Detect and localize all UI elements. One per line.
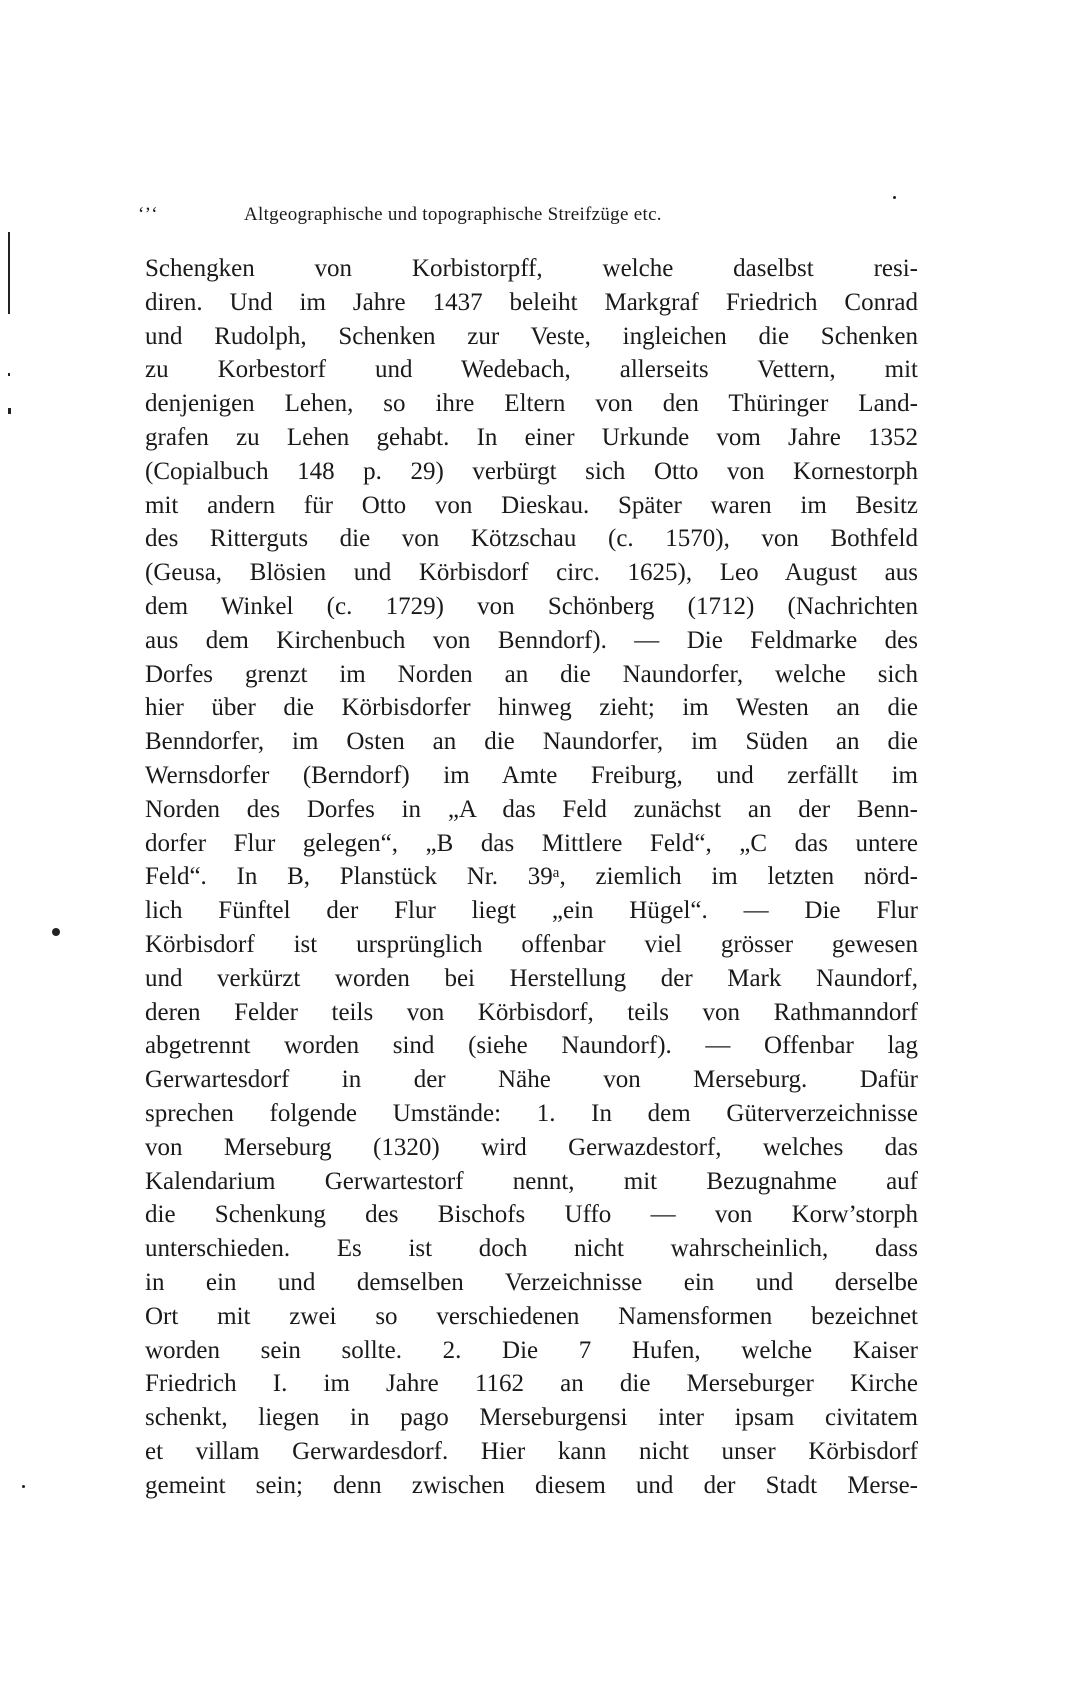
text-line: Schengken von Korbistorpff, welche daselbst resi- <box>145 255 918 282</box>
text-line: aus dem Kirchenbuch von Benndorf). — Die Feldmarke des <box>145 626 918 654</box>
body-paragraph <box>145 252 918 1502</box>
text-line: gemeint sein; denn zwischen diesem und der Stadt Merse- <box>145 1471 918 1499</box>
text-line: und Rudolph, Schenken zur Veste, ingleichen die Schenken <box>145 322 918 350</box>
text-line: von Merseburg (1320) wird Gerwazdestorf, welches das <box>145 1133 918 1161</box>
text-line: Friedrich I. im Jahre 1162 an die Merseburger Kirche <box>145 1370 918 1398</box>
text-line: Norden des Dorfes in „A das Feld zunächst an der Benn- <box>145 795 918 823</box>
margin-ink-dot <box>893 196 896 199</box>
margin-scan-mark <box>8 408 11 414</box>
margin-scan-mark <box>8 232 10 314</box>
text-line: (Geusa, Blösien und Körbisdorf circ. 1625), Leo August aus <box>145 559 918 587</box>
text-line: Körbisdorf ist ursprünglich offenbar viel grösser gewesen <box>145 930 918 958</box>
text-line: Dorfes grenzt im Norden an die Naundorfer, welche sich <box>145 660 918 688</box>
text-line: Kalendarium Gerwartestorf nennt, mit Bezugnahme auf <box>145 1167 918 1195</box>
running-head-title: Altgeographische und topographische Streifzüge etc. <box>244 204 662 225</box>
text-line: diren. Und im Jahre 1437 beleiht Markgraf Friedrich Conrad <box>145 288 918 316</box>
text-line: mit andern für Otto von Dieskau. Später waren im Besitz <box>145 491 918 519</box>
text-line: abgetrennt worden sind (siehe Naundorf). — Offenbar lag <box>145 1032 918 1060</box>
text-line: schenkt, liegen in pago Merseburgensi inter ipsam civitatem <box>145 1404 918 1432</box>
text-line: dorfer Flur gelegen“, „B das Mittlere Feld“, „C das untere <box>145 829 918 857</box>
text-line: Ort mit zwei so verschiedenen Namensformen bezeichnet <box>145 1302 918 1330</box>
margin-scan-mark <box>8 373 10 376</box>
text-line: worden sein sollte. 2. Die 7 Hufen, welche Kaiser <box>145 1336 918 1364</box>
text-line: Benndorfer, im Osten an die Naundorfer, im Süden an die <box>145 728 918 756</box>
text-line: unterschieden. Es ist doch nicht wahrscheinlich, dass <box>145 1235 918 1263</box>
text-line: zu Korbestorf und Wedebach, allerseits Vettern, mit <box>145 356 918 384</box>
text-line: (Copialbuch 148 p. 29) verbürgt sich Otto von Kornestorph <box>145 457 918 485</box>
text-line: in ein und demselben Verzeichnisse ein und derselbe <box>145 1268 918 1296</box>
text-line: lich Fünftel der Flur liegt „ein Hügel“. — Die Flur <box>145 897 918 925</box>
text-line: Wernsdorfer (Berndorf) im Amte Freiburg, und zerfällt im <box>145 761 918 789</box>
text-line: sprechen folgende Umstände: 1. In dem Güterverzeichnisse <box>145 1099 918 1127</box>
text-line: dem Winkel (c. 1729) von Schönberg (1712) (Nachrichten <box>145 592 918 620</box>
text-line: deren Felder teils von Körbisdorf, teils von Rathmanndorf <box>145 998 918 1026</box>
text-line: grafen zu Lehen gehabt. In einer Urkunde vom Jahre 1352 <box>145 423 918 451</box>
text-line: et villam Gerwardesdorf. Hier kann nicht unser Körbisdorf <box>145 1437 918 1465</box>
margin-ink-dot <box>52 928 60 936</box>
margin-ink-dot <box>22 1485 25 1488</box>
text-line: die Schenkung des Bischofs Uffo — von Korw’storph <box>145 1201 918 1229</box>
page-number: ‘’‘ <box>138 204 158 225</box>
text-line: hier über die Körbisdorfer hinweg zieht; im Westen an die <box>145 694 918 722</box>
text-line: des Ritterguts die von Kötzschau (c. 1570), von Bothfeld <box>145 525 918 553</box>
text-line: Gerwartesdorf in der Nähe von Merseburg. Dafür <box>145 1066 918 1094</box>
text-line: und verkürzt worden bei Herstellung der Mark Naundorf, <box>145 964 918 992</box>
text-line: denjenigen Lehen, so ihre Eltern von den Thüringer Land- <box>145 390 918 418</box>
text-line: Feld“. In B, Planstück Nr. 39ᵃ, ziemlich im letzten nörd- <box>145 863 918 891</box>
running-head <box>138 204 918 232</box>
